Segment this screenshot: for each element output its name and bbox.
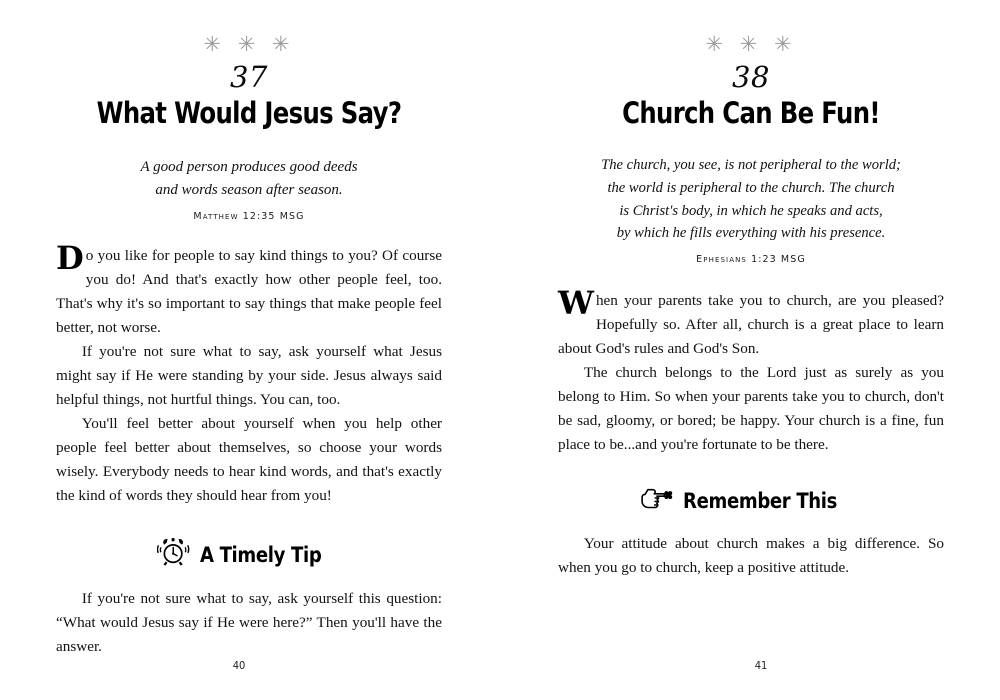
body-text bbox=[558, 283, 944, 457]
page-number: 40 bbox=[232, 659, 246, 672]
alarm-clock-icon bbox=[157, 536, 193, 573]
paragraph: If you're not sure what to say, ask yourself this question: “What would Jesus say if He were here?” Then you'll have the answer. bbox=[56, 590, 442, 656]
paragraph-text: hen your parents take you to church, are you pleased? Hopefully so. After all, church is a great place to learn about God's rules and God's Son. bbox=[558, 291, 944, 357]
chapter-number: 37 bbox=[230, 60, 268, 94]
page-number: 41 bbox=[754, 659, 768, 672]
epigraph-line: is Christ's body, in which he speaks and acts, bbox=[619, 202, 883, 219]
epigraph-line: by which he fills everything with his presence. bbox=[616, 225, 886, 242]
scripture-attribution: Ephesians 1:23 MSG bbox=[696, 253, 806, 265]
right-page bbox=[500, 0, 1000, 700]
drop-cap: D bbox=[56, 238, 84, 277]
paragraph-text: o you like for people to say kind things to you? Of course you do! And that's exactly how other people feel, too. That's why it's so important to say things that make people feel better, not worse. bbox=[56, 246, 442, 336]
feature-title: A Timely Tip bbox=[199, 542, 322, 567]
feature-heading-remember-this bbox=[558, 485, 944, 518]
epigraph-line: A good person produces good deeds bbox=[140, 159, 358, 176]
feature-title: Remember This bbox=[682, 489, 837, 514]
chapter-number: 38 bbox=[732, 60, 770, 94]
paragraph: The church belongs to the Lord just as surely as you belong to Him. So when your parents take you to church, don't be sad, gloomy, or bored; be happy. Your church is a fine, fun place to be...and you're fortunate to be there. bbox=[558, 363, 944, 453]
epigraph-line: The church, you see, is not peripheral to the world; bbox=[601, 157, 901, 174]
paragraph bbox=[56, 238, 442, 340]
scripture-attribution: Matthew 12:35 MSG bbox=[193, 210, 305, 222]
epigraph-line: and words season after season. bbox=[155, 182, 343, 199]
paragraph: If you're not sure what to say, ask yourself what Jesus might say if He were standing by your side. Jesus always said helpful things, not hurtful things. You can, too. bbox=[56, 342, 442, 409]
paragraph: Your attitude about church makes a big difference. So when you go to church, keep a positive attitude. bbox=[558, 534, 944, 576]
page-title: Church Can Be Fun! bbox=[622, 96, 880, 131]
feature-body bbox=[56, 587, 442, 659]
paragraph bbox=[558, 283, 944, 361]
drop-cap: W bbox=[558, 283, 594, 322]
feature-heading-timely-tip bbox=[56, 536, 442, 573]
paragraph: You'll feel better about yourself when you help other people feel better about themselves, so choose your words wisely. Everybody needs to hear kind words, and that's exactly the kind of words they should hear from you! bbox=[56, 415, 442, 505]
epigraph bbox=[558, 154, 944, 244]
epigraph bbox=[56, 156, 442, 202]
feature-body bbox=[558, 532, 944, 580]
ornament-asterisks: ✳ ✳ ✳ bbox=[705, 32, 797, 56]
page-title: What Would Jesus Say? bbox=[96, 96, 402, 131]
epigraph-line: the world is peripheral to the church. The church bbox=[607, 179, 895, 196]
pointing-hand-reminder-icon bbox=[640, 485, 676, 518]
ornament-asterisks: ✳ ✳ ✳ bbox=[203, 32, 295, 56]
body-text bbox=[56, 238, 442, 508]
